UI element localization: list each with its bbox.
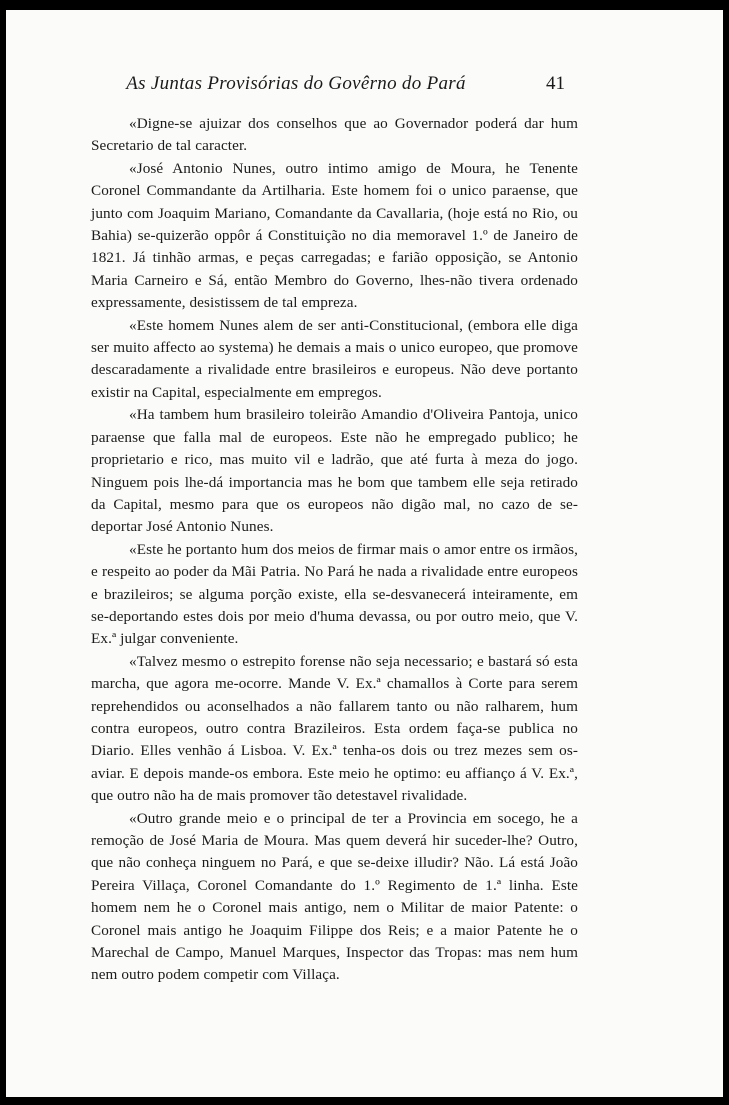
book-page — [6, 10, 723, 1097]
body-text — [91, 113, 578, 987]
paragraph: «Talvez mesmo o estrepito forense não seja necessario; e bastará só esta marcha, que agora me-ocorre. Mande V. Ex.ª chamallos à Corte para serem reprehendidos ou aconselhados a não fallarem tanto ou não ralharem, hum contra europeos, outro contra Brazileiros. Esta ordem faça-se publica no Diario. Elles venhão á Lisboa. V. Ex.ª tenha-os dois ou trez mezes sem os-aviar. E depois mande-os embora. Este meio he optimo: eu affianço á V. Ex.ª, que outro não ha de mais promover tão detestavel rivalidade. — [91, 652, 578, 805]
paragraph: «Este homem Nunes alem de ser anti-Constitucional, (embora elle diga ser muito affecto ao systema) he demais a mais o unico europeo, que promove descaradamente a rivalidade entre brasileiros e europeus. Não deve portanto existir na Capital, especialmente em empregos. — [91, 316, 578, 401]
paragraph: «José Antonio Nunes, outro intimo amigo de Moura, he Tenente Coronel Commandante da Artilharia. Este homem foi o unico paraense, que junto com Joaquim Mariano, Comandante da Cavallaria, (hoje está no Rio, ou Bahia) se-quizerão oppôr á Constituição no dia memoravel 1.º de Janeiro de 1821. Já tinhão armas, e peças carregadas; e farião opposição, se Antonio Maria Carneiro e Sá, então Membro do Governo, lhes-não tivera ordenado expressamente, desistissem de tal empreza. — [91, 159, 578, 312]
paragraph: «Digne-se ajuizar dos conselhos que ao Governador poderá dar hum Secretario de tal caracter. — [91, 115, 578, 155]
page-number: 41 — [546, 73, 565, 94]
paragraph: «Outro grande meio e o principal de ter a Provincia em socego, he a remoção de José Maria de Moura. Mas quem deverá hir suceder-lhe? Outro, que não conheça ninguem no Pará, e que se-deixe illudir? Não. Lá está João Pereira Villaça, Coronel Comandante do 1.º Regimento de 1.ª linha. Este homem nem he o Coronel mais antigo, nem o Militar de maior Patente: o Coronel mais antigo he Joaquim Filippe dos Reis; e a maior Patente he o Marechal de Campo, Manuel Marques, Inspector das Tropas: mas nem hum nem outro podem competir com Villaça. — [91, 809, 578, 984]
running-title: As Juntas Provisórias do Govêrno do Pará — [126, 73, 466, 94]
paragraph: «Este he portanto hum dos meios de firmar mais o amor entre os irmãos, e respeito ao poder da Mãi Patria. No Pará he nada a rivalidade entre europeos e brazileiros; se alguma porção existe, ella se-desvanecerá inteiramente, em se-deportando estes dois por meio d'huma devassa, ou por outro meio, que V. Ex.ª julgar conveniente. — [91, 540, 578, 648]
paragraph: «Ha tambem hum brasileiro toleirão Amandio d'Oliveira Pantoja, unico paraense que falla mal de europeos. Este não he empregado publico; he proprietario e rico, mas muito vil e ladrão, que até furta à meza do jogo. Ninguem pois lhe-dá importancia mas he bom que tambem elle seja retirado da Capital, mesmo para que os europeos não digão mal, no cazo de se-deportar José Antonio Nunes. — [91, 406, 578, 536]
